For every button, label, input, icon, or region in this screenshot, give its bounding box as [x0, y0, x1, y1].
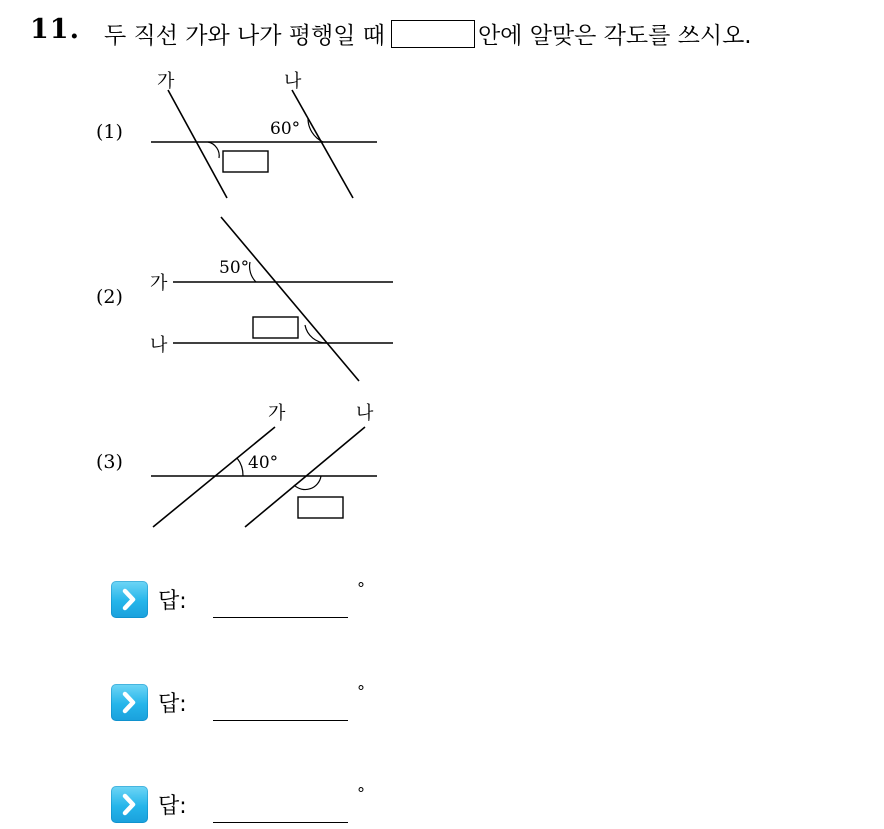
figure-2-line-label-ga: 가: [150, 273, 168, 294]
chevron-right-icon: [111, 684, 148, 721]
figure-2-answer-box: [253, 317, 298, 338]
answer-row-3: [111, 786, 411, 826]
figure-2-label: (2): [96, 286, 123, 308]
answer-unit: °: [357, 579, 365, 598]
answer-unit: °: [357, 784, 365, 803]
figure-3-line-ga: [153, 427, 275, 527]
figure-2-angle-arc-unknown: [305, 325, 327, 343]
answer-input-line[interactable]: [213, 822, 348, 823]
question-text-before: 두 직선 가와 나가 평행일 때: [104, 23, 385, 49]
answer-label: 답:: [158, 589, 187, 614]
figure-1: [96, 71, 377, 198]
chevron-right-icon: [111, 581, 148, 618]
figure-2-line-label-na: 나: [150, 335, 168, 356]
answer-label: 답:: [158, 794, 187, 819]
question-number: 11.: [30, 14, 80, 45]
figure-3-line-na: [245, 427, 365, 527]
figure-1-line-na: [292, 90, 353, 198]
answer-row-1: [111, 581, 411, 621]
figure-3-line-label-na: 나: [356, 403, 374, 424]
figure-1-answer-box: [223, 151, 268, 172]
figure-1-line-label-ga: 가: [157, 71, 175, 92]
figure-1-line-label-na: 나: [284, 71, 302, 92]
figure-2-given-angle: 50°: [219, 258, 250, 278]
figure-3-given-angle: 40°: [248, 453, 279, 473]
answer-input-line[interactable]: [213, 617, 348, 618]
figure-2: [96, 217, 393, 381]
figure-2-angle-arc-given: [250, 262, 256, 282]
answer-row-2: [111, 684, 411, 724]
figure-3-answer-box: [298, 497, 343, 518]
figure-3-line-label-ga: 가: [268, 403, 286, 424]
answer-unit: °: [357, 682, 365, 701]
figure-1-label: (1): [96, 121, 123, 143]
figure-2-transversal: [221, 217, 359, 381]
question-text-after: 안에 알맞은 각도를 쓰시오.: [477, 23, 752, 49]
figure-3: [96, 403, 377, 527]
figure-1-angle-arc-unknown: [208, 142, 219, 158]
figure-1-line-ga: [168, 90, 227, 198]
answer-label: 답:: [158, 692, 187, 717]
chevron-right-icon: [111, 786, 148, 823]
figure-1-given-angle: 60°: [270, 119, 301, 139]
answer-input-line[interactable]: [213, 720, 348, 721]
figure-3-label: (3): [96, 451, 123, 473]
figure-3-angle-arc-given: [237, 458, 243, 476]
